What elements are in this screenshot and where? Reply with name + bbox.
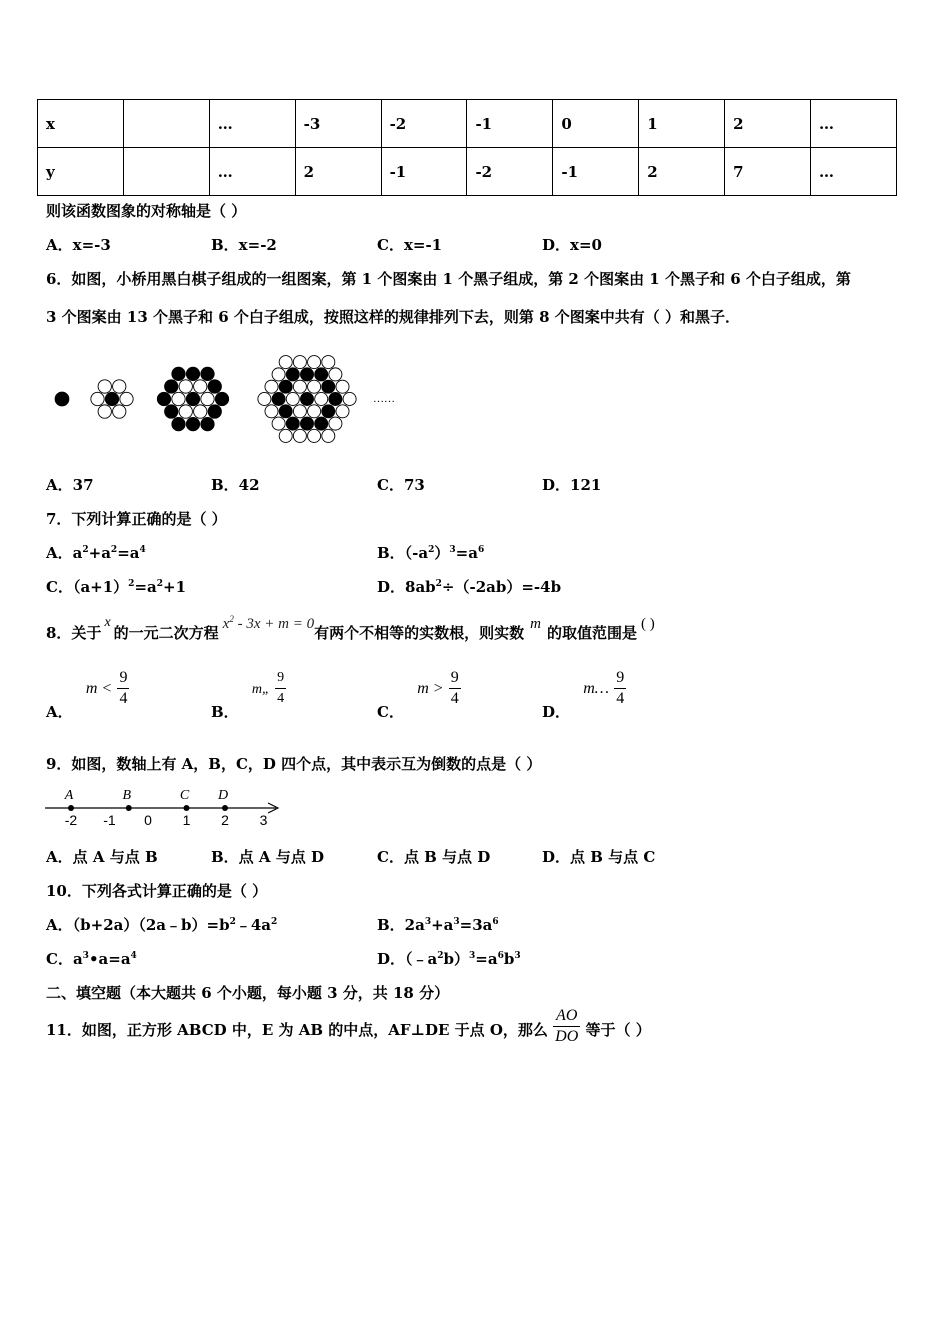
white-stone [322,429,335,442]
white-stone [98,380,111,393]
white-stone [194,380,207,393]
white-stone [308,405,321,418]
table-cell: 2 [295,148,381,196]
text: B．（-a [377,544,429,562]
exp: 2 [437,951,444,961]
point-dot [184,805,190,811]
white-stone [293,405,306,418]
black-stone [157,392,170,405]
white-stone [272,368,285,381]
q9-option-b[interactable]: B．点 A 与点 D [211,848,324,866]
white-stone [315,392,328,405]
numerator: 9 [614,668,626,689]
text: D．（﹣a [377,950,438,968]
q10-option-a[interactable] [46,914,277,935]
q5-option-a[interactable]: A．x=-3 [46,236,111,254]
point-dot [126,805,132,811]
q7-option-c[interactable] [46,576,186,597]
exp: 2 [156,579,163,589]
white-stone [179,380,192,393]
q7-option-b[interactable] [377,542,484,563]
text: 等于（ ） [585,1020,651,1039]
text: =3a [459,916,493,934]
table-cell: 0 [553,100,639,148]
table-cell: … [811,100,897,148]
q11-stem [46,1006,651,1047]
exp: 2 [82,545,89,555]
table-cell: … [209,100,295,148]
text: +1 [163,578,187,596]
answer-paren: ( ) [640,616,655,632]
text: =a [455,544,478,562]
white-stone [308,429,321,442]
label: B． [211,702,239,721]
black-stone [55,392,69,406]
table-row-y [38,148,897,196]
black-stone [186,367,199,380]
section-2-title: 二、填空题（本大题共 6 个小题，每小题 3 分，共 18 分） [46,984,450,1002]
tick-label: 0 [144,812,152,828]
text: 的一元二次方程 [113,624,219,642]
q5-option-c[interactable]: C．x=-1 [377,236,443,254]
black-stone [272,392,285,405]
table-cell: -3 [295,100,381,148]
numerator: AO [553,1006,580,1027]
q6-stem-line1: 6．如图，小桥用黑白棋子组成的一组图案，第 1 个图案由 1 个黑子组成，第 2 个图案由 1 个黑子和 6 个白子组成，第 [46,270,851,288]
q6-option-b[interactable]: B．42 [211,476,260,494]
q6-stem-line2: 3 个图案由 13 个黑子和 6 个白子组成，按照这样的规律排列下去，则第 8 个图案中共有（ ）和黑子． [46,308,740,326]
text: b） [443,950,469,968]
table-cell: … [209,148,295,196]
exp: 6 [477,545,485,555]
black-stone [279,380,292,393]
text: - 3x + m = 0 [233,616,315,632]
tick-label: 1 [182,812,191,828]
black-stone [201,367,214,380]
text: 有两个不相等的实数根，则实数 [314,624,525,642]
point-label: A [64,788,74,803]
denominator: 4 [119,690,128,707]
white-stone [293,380,306,393]
q5-stem: 则该函数图象的对称轴是（ ） [46,202,247,220]
black-stone [165,380,178,393]
q6-option-d[interactable]: D．121 [542,476,602,494]
exp: 2 [229,614,234,624]
text: =a [117,544,140,562]
denominator: DO [555,1028,579,1045]
text: =a [134,578,157,596]
relation: m > [417,679,444,697]
white-stone [308,380,321,393]
go-stone-pattern-figure [40,340,420,450]
exp: 2 [428,545,435,555]
black-stone [329,392,342,405]
label: D． [542,702,571,721]
text: x [222,616,230,632]
white-stone [194,405,207,418]
black-stone [322,405,335,418]
exp: 4 [130,951,137,961]
exp: 6 [492,917,499,927]
tick-label: -2 [64,812,78,828]
xy-value-table [37,99,897,196]
black-stone [165,405,178,418]
text: 的取值范围是 [546,624,637,642]
q8-option-b[interactable] [211,668,286,721]
text: 11．如图，正方形 ABCD 中，E 为 AB 的中点，AF⊥DE 于点 O，那么 [46,1020,548,1039]
q8-option-d[interactable] [542,668,626,721]
table-cell: 2 [639,148,725,196]
q8-option-c[interactable] [377,668,461,721]
white-stone [98,405,111,418]
q7-option-d[interactable] [377,576,561,597]
table-row-x [38,100,897,148]
white-stone [329,417,342,430]
equation [223,616,314,632]
white-stone [279,356,292,369]
table-cell: 2 [725,100,811,148]
table-cell: -1 [553,148,639,196]
numerator: 9 [117,668,129,689]
pattern-ellipsis: …… [373,393,395,405]
denominator: 4 [450,690,459,707]
exp: 3 [424,917,432,927]
table-cell: -1 [467,100,553,148]
text: B．2a [377,916,425,934]
table-cell: -1 [381,148,467,196]
var-m: m [530,616,541,632]
number-line-figure [40,784,290,830]
table-cell: 7 [725,148,811,196]
point-label: D [217,788,229,803]
q9-stem: 9．如图，数轴上有 A，B，C，D 四个点，其中表示互为倒数的点是（ ） [46,755,542,773]
white-stone [179,405,192,418]
text: D．8ab [377,578,436,596]
exp: 2 [110,545,118,555]
text: A．a [46,544,83,562]
text: C．a [46,950,83,968]
text: +a [88,544,111,562]
black-stone [208,405,221,418]
exp: 3 [82,951,89,961]
relation: m„ [251,681,270,697]
black-stone [208,380,221,393]
black-stone [105,392,118,405]
black-stone [172,417,185,430]
black-stone [315,368,328,381]
white-stone [336,380,349,393]
black-stone [286,417,299,430]
white-stone [120,392,133,405]
point-label: B [122,788,132,803]
black-stone [315,417,328,430]
exp: 3 [449,545,456,555]
label: A． [46,702,73,721]
exp: 2 [229,917,236,927]
text: A．（b+2a）（2a﹣b）=b [46,916,230,934]
text: ÷（-2ab）=-4b [441,578,562,596]
black-stone [279,405,292,418]
white-stone [172,392,185,405]
q9-option-a[interactable]: A．点 A 与点 B [46,848,158,866]
point-dot [222,805,228,811]
q9-option-c[interactable]: C．点 B 与点 D [377,848,491,866]
white-stone [91,392,104,405]
black-stone [300,417,313,430]
white-stone [201,392,214,405]
white-stone [308,356,321,369]
black-stone [186,417,199,430]
exp: 2 [128,579,135,589]
black-stone [300,368,313,381]
q7-option-a[interactable] [46,542,146,563]
relation: m < [85,679,113,697]
tick-label: -1 [103,812,116,828]
black-stone [322,380,335,393]
black-stone [215,392,228,405]
text: ） [434,544,450,562]
black-stone [172,367,185,380]
text: •a=a [88,950,131,968]
denominator: 4 [277,691,285,706]
exp: 2 [271,917,278,927]
point-dot [68,805,74,811]
relation: m… [583,679,610,697]
fraction-ao-do [553,1006,580,1047]
white-stone [343,392,356,405]
white-stone [293,429,306,442]
white-stone [279,429,292,442]
q9-option-d[interactable]: D．点 B 与点 C [542,848,656,866]
q5-option-b[interactable]: B．x=-2 [211,236,277,254]
fraction [449,668,461,709]
tick-label: 3 [259,812,268,828]
q8-stem [46,612,655,642]
q6-option-c[interactable]: C．73 [377,476,425,494]
label: C． [377,702,404,721]
q10-option-b[interactable] [377,914,499,935]
q7-stem: 7．下列计算正确的是（ ） [46,510,227,528]
table-cell [123,148,209,196]
white-stone [322,356,335,369]
table-cell: x [38,100,124,148]
white-stone [329,368,342,381]
fraction [275,668,286,709]
numerator: 9 [449,668,461,689]
q5-option-d[interactable]: D．x=0 [542,236,602,254]
text: b [503,950,515,968]
exp: 2 [435,579,442,589]
text: 8．关于 [46,624,102,642]
white-stone [272,417,285,430]
white-stone [286,392,299,405]
text: ﹣4a [235,916,271,934]
table-cell [123,100,209,148]
fraction [614,668,626,709]
text: =a [475,950,498,968]
black-stone [186,392,199,405]
denominator: 4 [616,690,625,707]
table-cell: … [811,148,897,196]
q10-option-c[interactable] [46,948,137,969]
point-label: C [179,788,190,803]
stone-group [55,356,356,443]
table-cell: -2 [381,100,467,148]
q8-option-a[interactable] [46,668,129,721]
white-stone [113,380,126,393]
table-cell: y [38,148,124,196]
black-stone [286,368,299,381]
table-cell: -2 [467,148,553,196]
white-stone [293,356,306,369]
exp: 6 [497,951,504,961]
white-stone [336,405,349,418]
white-stone [113,405,126,418]
q10-option-d[interactable] [377,948,521,969]
white-stone [265,405,278,418]
white-stone [258,392,271,405]
black-stone [300,392,313,405]
numerator: 9 [275,668,286,689]
tick-group [65,812,268,828]
text: C．（a+1） [46,578,129,596]
tick-label: 2 [221,812,229,828]
var-x: x [104,615,111,630]
table-cell: 1 [639,100,725,148]
exp: 3 [514,951,521,961]
q10-stem: 10．下列各式计算正确的是（ ） [46,882,268,900]
exp: 3 [469,951,476,961]
fraction [117,668,129,709]
black-stone [201,417,214,430]
text: +a [431,916,454,934]
white-stone [265,380,278,393]
exp: 3 [453,917,460,927]
q6-option-a[interactable]: A．37 [46,476,94,494]
exp: 4 [139,545,146,555]
